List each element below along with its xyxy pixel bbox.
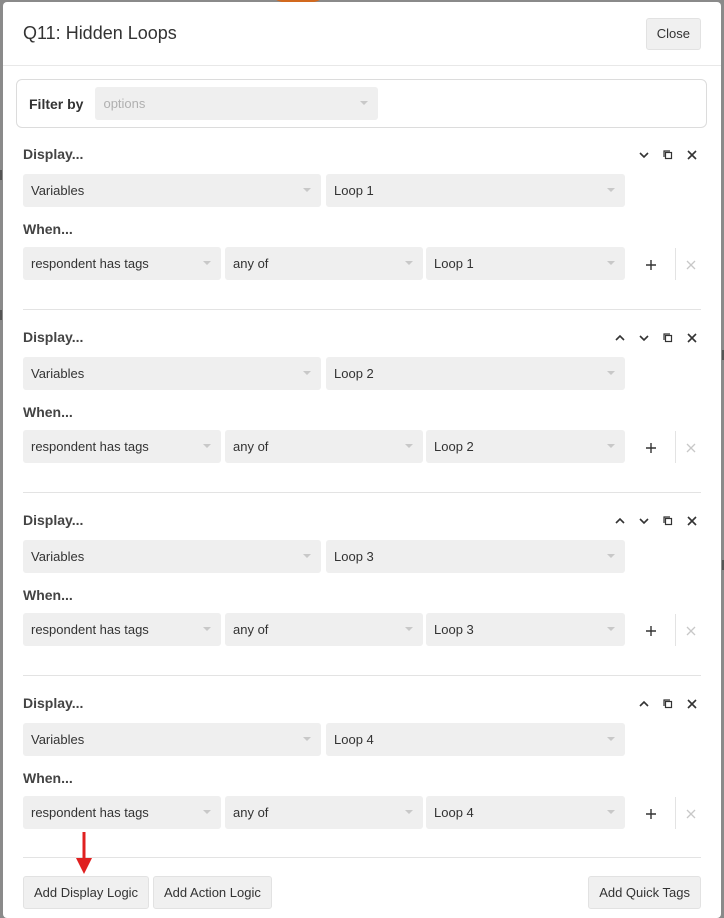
background-mark xyxy=(0,310,2,320)
block-divider xyxy=(23,492,701,493)
display-logic-block-3 xyxy=(23,506,701,536)
source-value: Variables xyxy=(31,183,85,198)
move-down-icon[interactable] xyxy=(635,512,653,530)
chevron-down-icon xyxy=(405,261,413,265)
value-select-3[interactable] xyxy=(426,613,625,646)
modal-footer xyxy=(23,876,701,910)
block-divider xyxy=(23,675,701,676)
target-select-2[interactable] xyxy=(326,357,625,390)
chevron-down-icon xyxy=(203,627,211,631)
block-divider xyxy=(23,309,701,310)
condition-select-2[interactable] xyxy=(23,430,221,463)
operator-value: any of xyxy=(233,439,269,454)
delete-block-icon[interactable] xyxy=(683,329,701,347)
operator-select-4[interactable] xyxy=(225,796,423,829)
chevron-down-icon xyxy=(203,261,211,265)
target-select-3[interactable] xyxy=(326,540,625,573)
add-condition-icon[interactable] xyxy=(641,621,661,641)
display-label: Display... xyxy=(23,329,84,345)
filter-placeholder: options xyxy=(103,96,146,111)
chevron-down-icon xyxy=(607,554,615,558)
source-select-2[interactable] xyxy=(23,357,321,390)
when-label: When... xyxy=(23,770,73,786)
source-select-3[interactable] xyxy=(23,540,321,573)
target-value: Loop 4 xyxy=(334,732,374,747)
value-value: Loop 1 xyxy=(434,256,474,271)
target-value: Loop 1 xyxy=(334,183,374,198)
add-quick-tags-button[interactable]: Add Quick Tags xyxy=(588,876,701,909)
remove-condition-icon[interactable] xyxy=(681,621,701,641)
target-select-4[interactable] xyxy=(326,723,625,756)
divider xyxy=(675,248,676,280)
filter-select[interactable] xyxy=(95,87,378,120)
remove-condition-icon[interactable] xyxy=(681,255,701,275)
source-select-4[interactable] xyxy=(23,723,321,756)
operator-value: any of xyxy=(233,805,269,820)
display-logic-block-4 xyxy=(23,689,701,719)
remove-condition-icon[interactable] xyxy=(681,438,701,458)
remove-condition-icon[interactable] xyxy=(681,804,701,824)
target-value: Loop 3 xyxy=(334,549,374,564)
when-label: When... xyxy=(23,587,73,603)
display-logic-block-2 xyxy=(23,323,701,353)
chevron-down-icon xyxy=(203,444,211,448)
chevron-down-icon xyxy=(607,810,615,814)
operator-value: any of xyxy=(233,622,269,637)
display-label: Display... xyxy=(23,512,84,528)
modal-title: Q11: Hidden Loops xyxy=(23,23,177,43)
chevron-down-icon xyxy=(303,737,311,741)
delete-block-icon[interactable] xyxy=(683,695,701,713)
annotation-arrow-icon xyxy=(76,832,92,874)
filter-label: Filter by xyxy=(29,95,84,112)
chevron-down-icon xyxy=(203,810,211,814)
delete-block-icon[interactable] xyxy=(683,512,701,530)
condition-select-3[interactable] xyxy=(23,613,221,646)
block-divider xyxy=(23,857,701,858)
move-up-icon[interactable] xyxy=(611,329,629,347)
move-up-icon[interactable] xyxy=(611,512,629,530)
chevron-down-icon xyxy=(405,444,413,448)
chevron-down-icon xyxy=(607,444,615,448)
condition-select-1[interactable] xyxy=(23,247,221,280)
add-action-logic-button[interactable]: Add Action Logic xyxy=(153,876,272,909)
source-value: Variables xyxy=(31,549,85,564)
condition-select-4[interactable] xyxy=(23,796,221,829)
operator-select-1[interactable] xyxy=(225,247,423,280)
operator-select-3[interactable] xyxy=(225,613,423,646)
chevron-down-icon xyxy=(360,101,368,105)
move-up-icon[interactable] xyxy=(635,695,653,713)
chevron-down-icon xyxy=(303,554,311,558)
logic-modal xyxy=(3,2,721,918)
chevron-down-icon xyxy=(303,188,311,192)
value-value: Loop 2 xyxy=(434,439,474,454)
copy-icon[interactable] xyxy=(659,329,677,347)
condition-value: respondent has tags xyxy=(31,256,149,271)
chevron-down-icon xyxy=(607,371,615,375)
when-label: When... xyxy=(23,404,73,420)
modal-header xyxy=(3,2,721,66)
delete-block-icon[interactable] xyxy=(683,146,701,164)
display-label: Display... xyxy=(23,695,84,711)
chevron-down-icon xyxy=(405,627,413,631)
chevron-down-icon xyxy=(607,261,615,265)
value-select-1[interactable] xyxy=(426,247,625,280)
add-condition-icon[interactable] xyxy=(641,804,661,824)
add-condition-icon[interactable] xyxy=(641,438,661,458)
operator-select-2[interactable] xyxy=(225,430,423,463)
move-down-icon[interactable] xyxy=(635,329,653,347)
source-select-1[interactable] xyxy=(23,174,321,207)
value-select-4[interactable] xyxy=(426,796,625,829)
condition-value: respondent has tags xyxy=(31,622,149,637)
chevron-down-icon xyxy=(405,810,413,814)
display-label: Display... xyxy=(23,146,84,162)
chevron-down-icon xyxy=(607,188,615,192)
copy-icon[interactable] xyxy=(659,512,677,530)
source-value: Variables xyxy=(31,366,85,381)
condition-value: respondent has tags xyxy=(31,439,149,454)
divider xyxy=(675,431,676,463)
divider xyxy=(675,797,676,829)
chevron-down-icon xyxy=(607,627,615,631)
chevron-down-icon xyxy=(303,371,311,375)
add-condition-icon[interactable] xyxy=(641,255,661,275)
copy-icon[interactable] xyxy=(659,695,677,713)
value-value: Loop 4 xyxy=(434,805,474,820)
source-value: Variables xyxy=(31,732,85,747)
chevron-down-icon xyxy=(607,737,615,741)
add-display-logic-button[interactable]: Add Display Logic xyxy=(23,876,149,909)
operator-value: any of xyxy=(233,256,269,271)
close-button[interactable]: Close xyxy=(646,18,701,50)
condition-value: respondent has tags xyxy=(31,805,149,820)
divider xyxy=(675,614,676,646)
value-value: Loop 3 xyxy=(434,622,474,637)
copy-icon[interactable] xyxy=(659,146,677,164)
target-value: Loop 2 xyxy=(334,366,374,381)
move-down-icon[interactable] xyxy=(635,146,653,164)
when-label: When... xyxy=(23,221,73,237)
background-mark xyxy=(0,170,2,180)
target-select-1[interactable] xyxy=(326,174,625,207)
filter-bar xyxy=(16,79,707,128)
value-select-2[interactable] xyxy=(426,430,625,463)
